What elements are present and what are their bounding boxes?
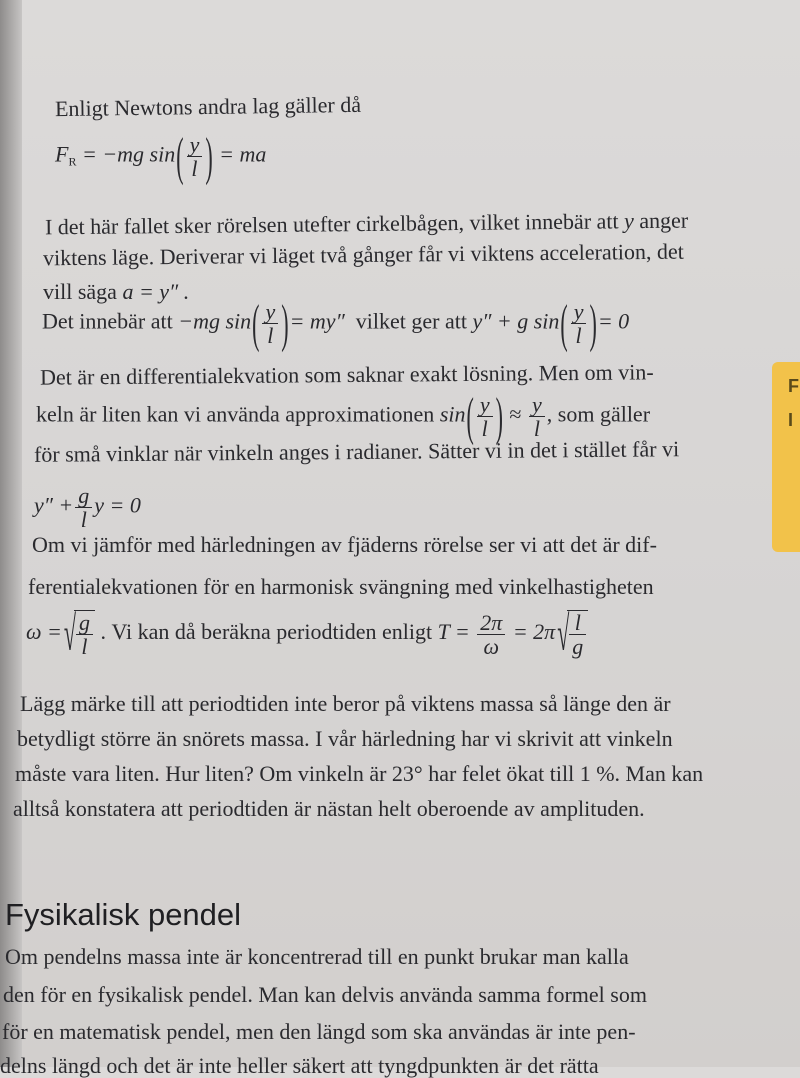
chapter-tab [772,362,800,552]
chapter-tab-letter: I [788,410,794,430]
equation-small-angle: y″ + $\frac{g}{l}$ y = 0 [34,483,141,533]
equation-line: Det innebär att −mg sin( $\frac{y}{l}$ )= my″ vilket ger att y″ + g sin( $\frac{y}{l}$ )= 0 [42,292,630,353]
section-heading: Fysikalisk pendel [5,897,242,932]
chapter-tab-letter: F [788,376,799,396]
text-line: den för en fysikalisk pendel. Man kan delvis använda samma formel som [3,982,647,1007]
text-line: alltså konstatera att periodtiden är nästan helt oberoende av amplituden. [13,796,645,821]
text-line: måste vara liten. Hur liten? Om vinkeln är 23° har felet ökat till 1 %. Man kan [15,761,704,786]
equation-newton: $F_R = -mg$ sin( $\frac{y}{l}$ ) = ma [55,125,267,186]
equation-line: keln är liten kan vi använda approximationen sin( $\frac{y}{l}$ ) ≈ $\frac{y}{l}$ , som gäller [36,385,651,446]
text-line: Enligt Newtons andra lag gäller då [54,91,362,122]
text-line: vill säga a = y″ . [43,279,190,304]
text-line: Om vi jämför med härledningen av fjäderns rörelse ser vi att det är dif- [32,532,657,557]
text-line: delns längd och det är inte heller säkert att tyngdpunkten är det rätta [0,1053,599,1078]
text-line: betydligt större än snörets massa. I vår härledning har vi skrivit att vinkeln [17,726,673,751]
text-line: för en matematisk pendel, men den längd som ska användas är inte pen- [2,1019,636,1044]
text-line: för små vinklar när vinkeln anges i radianer. Sätter vi in det i stället får vi [33,436,680,467]
text-line: Lägg märke till att periodtiden inte beror på viktens massa så länge den är [20,691,671,716]
equation-line: ω =√ $\frac{g}{l}$ . Vi kan då beräkna periodtiden enligt T = $\frac{2\pi}{\omega}$ = 2π√ $\frac{l}{g}$ [26,610,588,658]
text-line: I det här fallet sker rörelsen utefter cirkelbågen, vilket innebär att y anger [44,207,689,240]
text-line: Om pendelns massa inte är koncentrerad till en punkt brukar man kalla [5,944,629,969]
text-line: viktens läge. Deriverar vi läget två gånger får vi viktens acceleration, det [42,238,684,271]
text-line: Det är en differentialekvation som saknar exakt lösning. Men om vin- [39,359,654,390]
text-line: ferentialekvationen för en harmonisk svängning med vinkelhastigheten [28,574,654,599]
